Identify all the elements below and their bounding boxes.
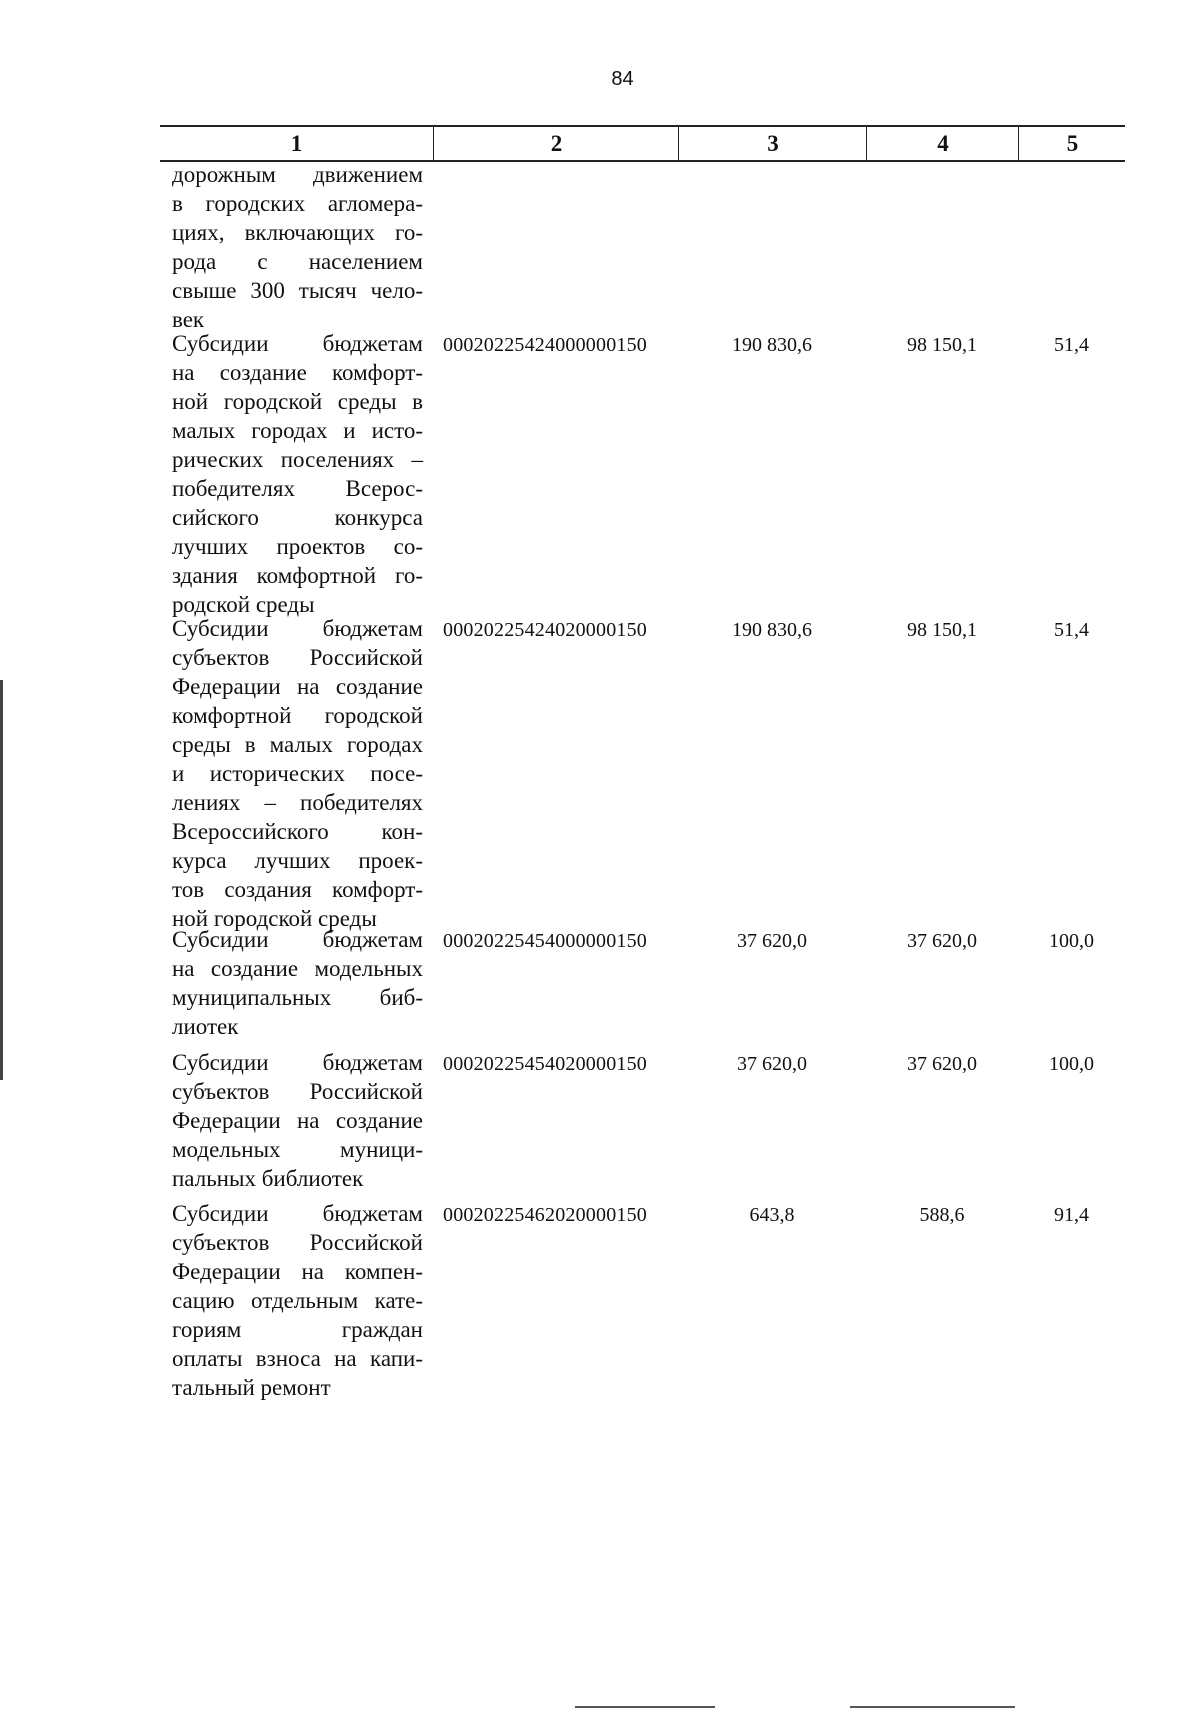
description-line: Субсидии бюджетам	[172, 331, 423, 356]
description-line: модельных муници-	[172, 1137, 423, 1162]
column-header-4: 4	[866, 127, 1019, 160]
row-description	[172, 925, 423, 1041]
description-line: гориям граждан	[172, 1317, 423, 1342]
table-header	[160, 125, 1125, 162]
description-line: родской среды	[172, 592, 315, 617]
description-line: Федерации на создание	[172, 1108, 423, 1133]
row-plan-value: 190 830,6	[732, 334, 812, 356]
row-description	[172, 1199, 423, 1402]
row-plan-value: 643,8	[749, 1204, 795, 1226]
scan-edge	[0, 680, 3, 1080]
row-percent: 51,4	[1054, 619, 1089, 641]
scan-rule	[850, 1706, 1015, 1708]
description-line: малых городах и исто-	[172, 418, 423, 443]
description-line: субъектов Российской	[172, 645, 423, 670]
description-line: и исторических посе-	[172, 761, 423, 786]
description-line: рических поселениях –	[172, 447, 423, 472]
description-line: век	[172, 307, 205, 332]
column-header-5: 5	[1018, 127, 1126, 160]
description-line: субъектов Российской	[172, 1230, 423, 1255]
row-description	[172, 614, 423, 933]
description-line: лиотек	[172, 1014, 239, 1039]
description-line: на создание модельных	[172, 956, 423, 981]
description-line: Субсидии бюджетам	[172, 927, 423, 952]
row-description	[172, 329, 423, 619]
row-description	[172, 1048, 423, 1193]
description-line: Субсидии бюджетам	[172, 616, 423, 641]
description-line: свыше 300 тысяч чело-	[172, 278, 423, 303]
description-line: на создание комфорт-	[172, 360, 423, 385]
row-fact-value: 98 150,1	[907, 619, 977, 641]
column-header-3: 3	[678, 127, 867, 160]
description-line: циях, включающих го-	[172, 220, 423, 245]
description-line: комфортной городской	[172, 703, 423, 728]
description-line: ной городской среды	[172, 906, 377, 931]
description-line: среды в малых городах	[172, 732, 423, 757]
row-plan-value: 37 620,0	[737, 1053, 807, 1075]
description-line: Федерации на создание	[172, 674, 423, 699]
description-line: тов создания комфорт-	[172, 877, 423, 902]
description-line: курса лучших проек-	[172, 848, 423, 873]
row-code: 00020225462020000150	[443, 1204, 647, 1226]
description-line: Всероссийского кон-	[172, 819, 423, 844]
row-code: 00020225424020000150	[443, 619, 647, 641]
description-line: сийского конкурса	[172, 505, 423, 530]
row-description	[172, 160, 423, 334]
row-plan-value: 37 620,0	[737, 930, 807, 952]
description-line: пальных библиотек	[172, 1166, 364, 1191]
row-plan-value: 190 830,6	[732, 619, 812, 641]
description-line: лучших проектов со-	[172, 534, 423, 559]
row-code: 00020225454000000150	[443, 930, 647, 952]
row-percent: 100,0	[1049, 1053, 1094, 1075]
description-line: лениях – победителях	[172, 790, 423, 815]
description-line: рода с населением	[172, 249, 423, 274]
column-header-1: 1	[290, 131, 303, 156]
description-line: субъектов Российской	[172, 1079, 423, 1104]
description-line: дорожным движением	[172, 162, 423, 187]
description-line: муниципальных биб-	[172, 985, 423, 1010]
budget-table	[160, 125, 1125, 1400]
description-line: в городских агломера-	[172, 191, 423, 216]
description-line: Федерации на компен-	[172, 1259, 423, 1284]
row-fact-value: 98 150,1	[907, 334, 977, 356]
page-number: 84	[611, 68, 634, 90]
description-line: оплаты взноса на капи-	[172, 1346, 423, 1371]
description-line: ной городской среды в	[172, 389, 423, 414]
description-line: Субсидии бюджетам	[172, 1201, 423, 1226]
row-percent: 100,0	[1049, 930, 1094, 952]
row-percent: 51,4	[1054, 334, 1089, 356]
scan-rule	[575, 1706, 715, 1708]
description-line: сацию отдельным кате-	[172, 1288, 423, 1313]
row-fact-value: 37 620,0	[907, 930, 977, 952]
row-code: 00020225424000000150	[443, 334, 647, 356]
description-line: здания комфортной го-	[172, 563, 423, 588]
description-line: Субсидии бюджетам	[172, 1050, 423, 1075]
row-fact-value: 588,6	[919, 1204, 965, 1226]
row-code: 00020225454020000150	[443, 1053, 647, 1075]
column-header-2: 2	[433, 127, 679, 160]
description-line: тальный ремонт	[172, 1375, 331, 1400]
description-line: победителях Всерос-	[172, 476, 423, 501]
row-fact-value: 37 620,0	[907, 1053, 977, 1075]
row-percent: 91,4	[1054, 1204, 1089, 1226]
